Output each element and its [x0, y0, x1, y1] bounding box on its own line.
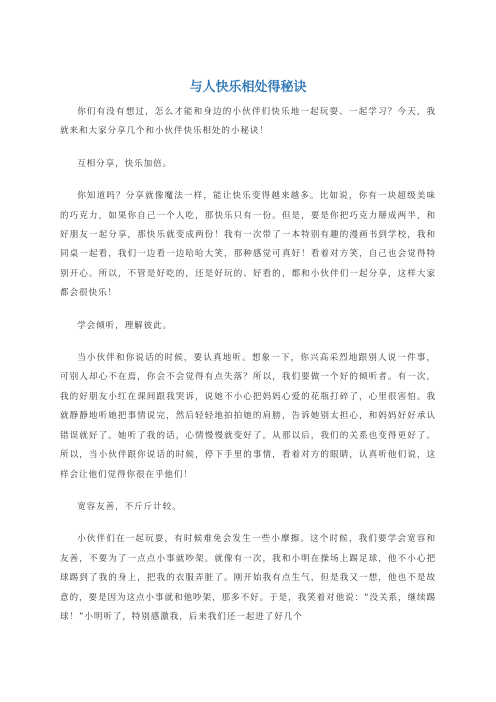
section-body-tolerance: 小伙伴们在一起玩耍，有时候难免会发生一些小摩擦。这个时候，我们要学会宽容和友善，不要为了一点点小事就吵架。就像有一次，我和小明在操场上踢足球，他不小心把球踢到了我的身上，把我的衣服弄脏了。刚开始我有点生气，但是我又一想，他也不是故意的，要是因为这点小事就和他吵架，那多不好。于是，我笑着对他说：“没关系，继续踢球！”小明听了，特别感激我，后来我们还一起进了好几个 — [60, 534, 436, 622]
intro-paragraph: 你们有没有想过，怎么才能和身边的小伙伴们快乐地一起玩耍、一起学习？今天，我就来和大家分享几个和小伙伴快乐相处的小秘诀！ — [60, 107, 436, 137]
section-heading-listen: 学会倾听，理解彼此。 — [77, 320, 173, 331]
section-body-listen: 当小伙伴和你说话的时候，要认真地听。想象一下，你兴高采烈地跟别人说一件事，可别人却心不在焉，你会不会觉得有点失落？所以，我们要做一个好的倾听者。有一次，我的好朋友小红在课间跟我哭诉，说她不小心把妈妈心爱的花瓶打碎了，心里很害怕。我就静静地听她把事情说完，然后轻轻地拍拍她的肩膀，告诉她别太担心，和妈妈好好承认错误就好了。她听了我的话，心情慢慢就变好了。从那以后，我们的关系也变得更好了。所以，当小伙伴跟你说话的时候，停下手里的事情，看着对方的眼睛，认真听他们说，这样会让他们觉得你很在乎他们！ — [60, 353, 436, 480]
document-title: 与人快乐相处得秘诀 — [189, 80, 307, 95]
section-body-share: 你知道吗？分享就像魔法一样，能让快乐变得越来越多。比如说，你有一块超级美味的巧克力，如果你自己一个人吃，那快乐只有一份。但是，要是你把巧克力掰成两半，和好朋友一起分享，那快乐就变成两份！我有一次带了一本特别有趣的漫画书到学校，我和同桌一起看，我们一边看一边哈哈大笑，那种感觉可真好！看着对方笑，自己也会觉得特别开心。所以，不管是好吃的，还是好玩的、好看的，都和小伙伴们一起分享，这样大家都会很快乐！ — [60, 191, 436, 299]
section-heading-share: 互相分享，快乐加倍。 — [77, 158, 173, 169]
section-heading-tolerance: 宽容友善，不斤斤计较。 — [77, 501, 182, 512]
